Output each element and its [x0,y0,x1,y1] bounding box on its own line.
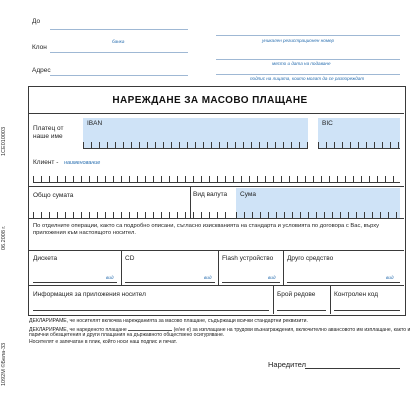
media-cd-label: CD [125,255,135,262]
bank-hint: банка [112,39,125,44]
rows-field[interactable] [277,310,326,311]
bic-label: BIC [322,120,333,127]
signature-hint: подпис на лицата, които могат да се разпореждат [250,76,365,81]
media-bottom-divider [29,285,404,286]
reg-number-line[interactable] [216,35,400,36]
media-other-label: Друго средство [287,255,334,262]
form-code: 1092M ©Бела-33 [1,342,7,386]
client-label: Клиент - [33,159,59,166]
media-top-divider [29,250,404,251]
declaration-2-continued: парични обезщетения и други плащания на държавното обществено осигуряване. [29,332,225,338]
bic-baseline [318,148,400,149]
orderer-signature-line[interactable] [305,368,400,369]
body-text: По отделните операции, както са подробно описани, съгласно изискванията на стандарта и условията по договора с Вас, върху приложения към настоящото носител. [33,223,380,237]
total-bottom-divider [29,218,404,219]
media-flash-hint: вид [268,275,276,280]
declaration-1: ДЕКЛАРИРАМЕ, че носителят включва нарежданията за масово плащане, съдържащи всички стандартни реквизити. [29,318,308,324]
date-code: 06.2008 г. [1,225,7,250]
total-divider-1 [190,186,191,218]
media-flash-label: Flash устройство [222,255,274,262]
serial-number: 1СЕ010003 [1,126,7,156]
place-date-hint: място и дата на подаване [272,61,331,66]
title-divider [29,113,404,114]
signature-line[interactable] [216,74,400,75]
control-field[interactable] [334,310,400,311]
total-top-divider [29,186,404,187]
form-title: НАРЕЖДАНЕ ЗА МАСОВО ПЛАЩАНЕ [112,95,308,106]
info-divider-1 [273,285,274,314]
diskette-field[interactable] [33,282,117,283]
payer-label: Платец от наше име [33,125,64,140]
control-label: Контролен код [334,291,379,298]
total-label: Общо сумата [33,192,74,199]
info-field[interactable] [33,310,269,311]
orderer-label: Наредител [268,360,306,369]
media-divider-3 [283,250,284,285]
place-date-line[interactable] [216,59,400,60]
media-divider-1 [121,250,122,285]
client-hint: наименование [64,160,101,166]
currency-label: Вид валута [193,191,228,198]
media-divider-2 [218,250,219,285]
payroll-choice-field[interactable] [128,325,172,331]
flash-field[interactable] [222,282,280,283]
declaration-2-start: ДЕКЛАРИРАМЕ, че нареденото плащане [29,327,127,333]
media-diskette-label: Дискета [33,255,58,262]
amount-label: Сума [240,191,256,198]
declaration-2-end: (е/не е) за изплащане на трудови възнаграждения, включително авансовото им изплащане, както и [173,327,411,333]
info-label: Информация за приложения носител [33,291,146,298]
media-other-hint: вид [386,275,394,280]
info-divider-2 [330,285,331,314]
reg-number-hint: уникален регистрационен номер [262,38,335,43]
address-label: Адрес [32,67,51,74]
branch-label: Клон [32,44,47,51]
branch-line[interactable] [50,52,188,53]
iban-label: IBAN [87,120,103,127]
client-field[interactable] [33,182,400,183]
media-diskette-hint: вид [106,275,114,280]
iban-baseline [83,148,308,149]
bank-line[interactable] [50,29,188,30]
cd-field[interactable] [125,282,215,283]
to-label: До [32,18,41,25]
media-cd-hint: вид [204,275,212,280]
declaration-3: Носителят е запечатан в плик, който носи наш подпис и печат. [29,339,177,345]
address-line[interactable] [50,75,188,76]
other-media-field[interactable] [287,282,400,283]
rows-label: Брой редове [277,291,316,298]
